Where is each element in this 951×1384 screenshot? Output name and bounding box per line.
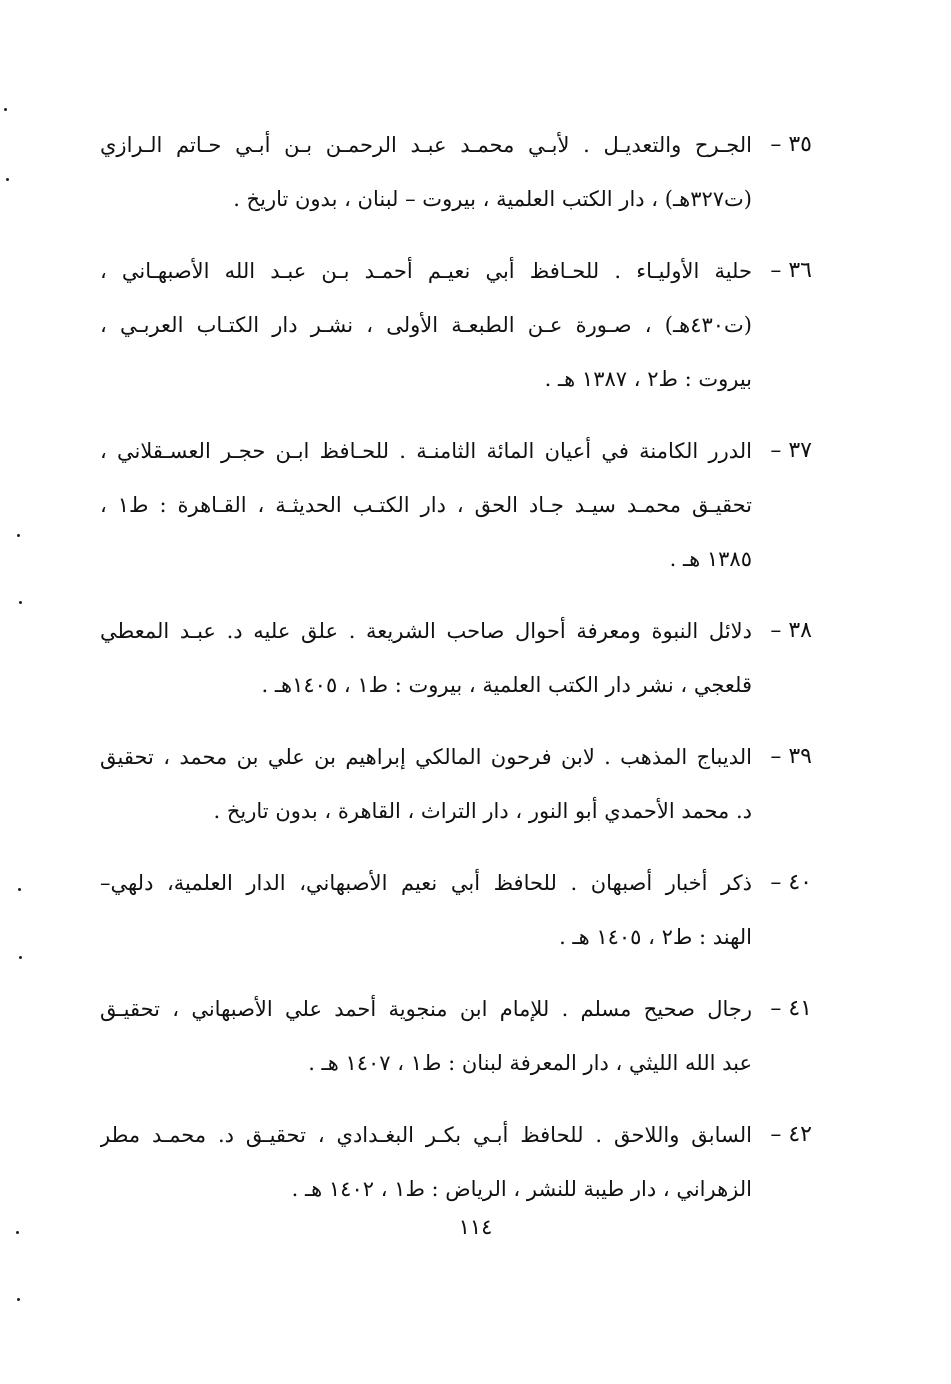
entry-line: بيروت : ط٢ ، ١٣٨٧ هـ .	[544, 367, 752, 391]
entry-number: ٣٦ –	[770, 258, 812, 283]
entry-number: ٣٨ –	[770, 618, 812, 643]
bibliography-entry	[100, 982, 812, 1090]
entry-line: قلعجي ، نشر دار الكتب العلمية ، بيروت : ط١ ، ١٤٠٥هـ .	[261, 673, 752, 697]
entry-line: تحقيـق محمـد سيـد جـاد الحق ، دار الكتـب الحديثـة ، القـاهرة : ط١ ،	[100, 493, 752, 517]
bibliography-list	[100, 118, 812, 1234]
bibliography-entry	[100, 118, 812, 226]
scan-speck	[17, 534, 20, 537]
entry-line: د. محمد الأحمدي أبو النور ، دار التراث ، القاهرة ، بدون تاريخ .	[213, 799, 752, 823]
scan-speck	[16, 1231, 19, 1234]
entry-number: ٣٧ –	[770, 438, 812, 463]
scan-speck	[19, 956, 22, 959]
scan-speck	[6, 178, 9, 181]
entry-line: الدرر الكامنة في أعيان المائة الثامنـة . للحـافظ ابـن حجـر العسـقلاني ،	[100, 439, 752, 463]
entry-line: حلية الأوليـاء . للحـافظ أبي نعيـم أحمـد بـن عبـد الله الأصبهـاني ،	[100, 259, 752, 283]
entry-line: ١٣٨٥ هـ .	[669, 547, 752, 571]
entry-line: الهند : ط٢ ، ١٤٠٥ هـ .	[559, 925, 752, 949]
page-number: ١١٤	[458, 1215, 493, 1239]
bibliography-entry	[100, 244, 812, 406]
entry-line: دلائل النبوة ومعرفة أحوال صاحب الشريعة . علق عليه د. عبـد المعطي	[100, 619, 752, 643]
bibliography-entry	[100, 856, 812, 964]
entry-line: الزهراني ، دار طيبة للنشر ، الرياض : ط١ ، ١٤٠٢ هـ .	[291, 1177, 752, 1201]
scan-speck	[18, 888, 21, 891]
entry-line: السابق واللاحق . للحافظ أبـي بكـر البغـدادي ، تحقيـق د. محمـد مطر	[100, 1123, 752, 1147]
bibliography-entry	[100, 730, 812, 838]
entry-number: ٤٢ –	[770, 1122, 812, 1147]
entry-line: عبد الله الليثي ، دار المعرفة لبنان : ط١ ، ١٤٠٧ هـ .	[308, 1051, 752, 1075]
entry-line: ذكر أخبار أصبهان . للحافظ أبي نعيم الأصبهاني، الدار العلمية، دلهي–	[100, 871, 752, 895]
bibliography-entry	[100, 424, 812, 586]
bibliography-entry	[100, 1108, 812, 1216]
entry-line: الجـرح والتعديـل . لأبـي محمـد عبـد الرحمـن بـن أبـي حـاتم الـرازي	[100, 133, 752, 157]
scan-speck	[17, 1298, 20, 1301]
entry-number: ٣٥ –	[770, 132, 812, 157]
scan-speck	[4, 108, 7, 111]
entry-number: ٣٩ –	[770, 744, 812, 769]
entry-line: الديباج المذهب . لابن فرحون المالكي إبراهيم بن علي بن محمد ، تحقيق	[100, 745, 752, 769]
entry-number: ٤١ –	[770, 996, 812, 1021]
entry-line: رجال صحيح مسلم . للإمام ابن منجوية أحمد علي الأصبهاني ، تحقيـق	[100, 997, 752, 1021]
entry-number: ٤٠ –	[770, 870, 812, 895]
bibliography-entry	[100, 604, 812, 712]
entry-line: (ت٣٢٧هـ) ، دار الكتب العلمية ، بيروت – لبنان ، بدون تاريخ .	[233, 187, 752, 211]
entry-line: (ت٤٣٠هـ) ، صـورة عـن الطبعـة الأولى ، نشـر دار الكتـاب العربـي ،	[100, 313, 752, 337]
scan-speck	[19, 601, 22, 604]
